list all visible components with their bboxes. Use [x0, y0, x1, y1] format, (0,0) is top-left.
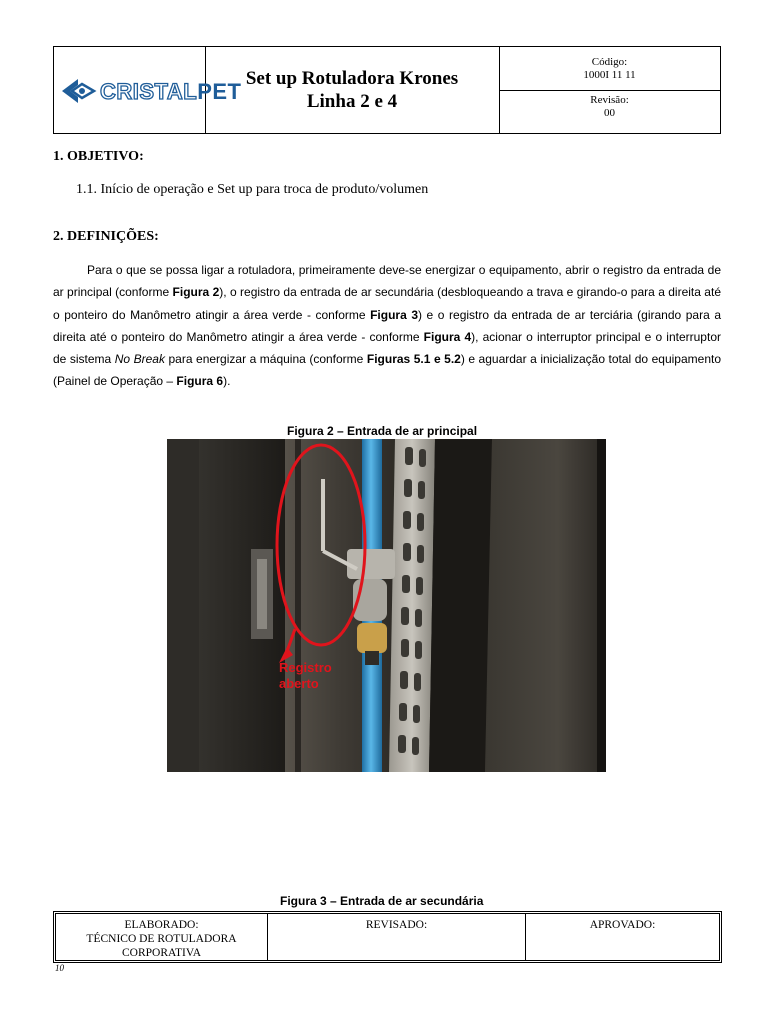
page-number: 10 — [55, 963, 64, 973]
revision-label: Revisão: — [590, 94, 629, 106]
code-label: Código: — [591, 56, 628, 68]
no-break-term: No Break — [114, 352, 165, 367]
document-header — [53, 46, 721, 134]
ref-figuras-5: Figuras 5.1 e 5.2 — [366, 352, 461, 367]
section-2-heading: 2. DEFINIÇÕES: — [53, 229, 159, 244]
ref-figura-3: Figura 3 — [370, 307, 418, 322]
figure-2-caption: Figura 2 – Entrada de ar principal — [287, 424, 478, 438]
air-inlet-valve-photo — [167, 439, 606, 772]
figure-3-caption: Figura 3 – Entrada de ar secundária — [280, 894, 484, 908]
logo-cell — [54, 47, 242, 133]
elaborado-cell: ELABORADO: TÉCNICO DE ROTULADORA CORPORATIVA — [56, 914, 268, 960]
revision-value: 00 — [604, 107, 615, 119]
code-value: 1000I 11 11 — [583, 69, 636, 81]
revision-cell — [499, 90, 720, 133]
definitions-paragraph: Para o que se possa ligar a rotuladora, primeiramente deve-se energizar o equipamento, abrir o registro da entrada de ar principal (conforme Figura 2), o registro da entrada de ar secundária (desbloqueando a trava e girando-o para a direita até o ponteiro do Manômetro atingir a área verde - conforme Figura 3) e o registro da entrada de ar terciária (girando para a direita até o ponteiro do Manômetro atingir a área verde - conforme Figura 4), acionar o interruptor principal e o interruptor de sistema No Break para energizar a máquina (conforme Figuras 5.1 e 5.2) e aguardar a inicialização total do equipamento (Painel de Operação – Figura 6). — [53, 263, 721, 389]
document-title — [205, 67, 499, 113]
revisado-cell: REVISADO: — [268, 914, 526, 960]
figure-2-photo — [167, 439, 606, 772]
title-line-2: Linha 2 e 4 — [306, 91, 398, 112]
logo-wordmark: CRISTALPET — [100, 79, 242, 104]
ref-figura-4: Figura 4 — [423, 329, 472, 344]
section-1-item: 1.1. Início de operação e Set up para troca de produto/volumen — [76, 182, 429, 197]
section-1-heading: 1. OBJETIVO: — [53, 149, 144, 164]
approval-table — [53, 911, 722, 963]
ref-figura-6: Figura 6 — [176, 374, 224, 389]
ref-figura-2: Figura 2 — [172, 285, 220, 300]
aprovado-cell: APROVADO: — [589, 919, 656, 931]
title-cell — [205, 47, 500, 133]
cristalpet-logo — [58, 75, 242, 107]
title-line-1: Set up Rotuladora Krones — [245, 68, 459, 89]
cristalpet-emblem-icon — [58, 75, 98, 107]
figure-2-annotation: Registro aberto — [279, 660, 332, 691]
code-cell — [499, 47, 720, 91]
